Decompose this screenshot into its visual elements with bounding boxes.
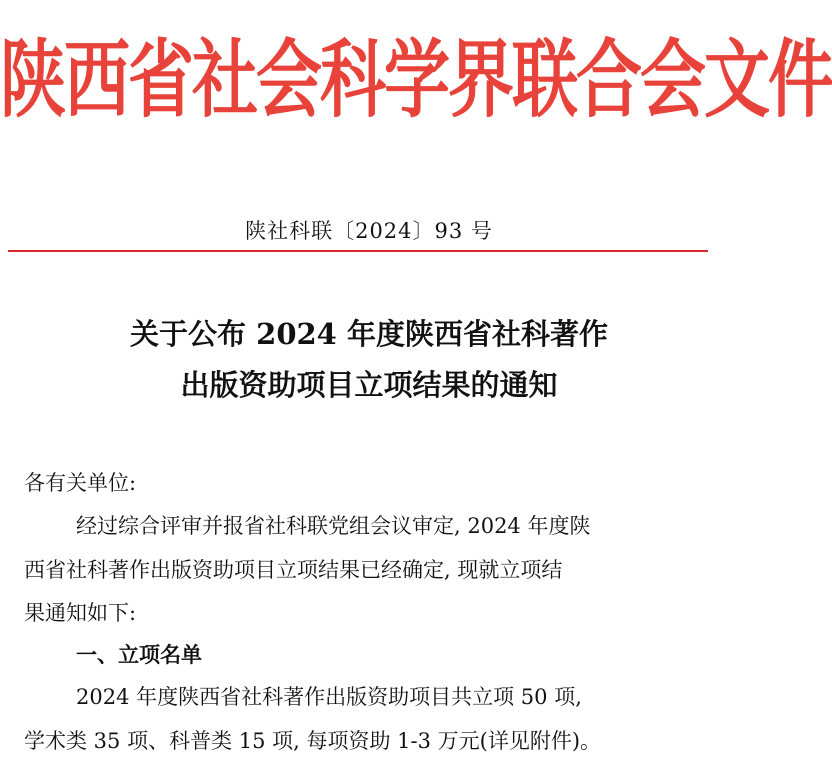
salutation: 各有关单位: bbox=[24, 471, 137, 495]
paragraph-2-line-2: 学术类 35 项、科普类 15 项, 每项资助 1-3 万元(详见附件)。 bbox=[24, 729, 602, 753]
document-number: 陕社科联〔2024〕93 号 bbox=[245, 219, 493, 243]
paragraph-1-line-2: 西省社科著作出版资助项目立项结果已经确定, 现就立项结 bbox=[24, 558, 563, 582]
paragraph-2-line-1: 2024 年度陕西省社科著作出版资助项目共立项 50 项, bbox=[76, 685, 582, 709]
notice-title-line-1: 关于公布 2024 年度陕西省社科著作 bbox=[130, 317, 608, 351]
notice-title-line-2: 出版资助项目立项结果的通知 bbox=[180, 368, 558, 402]
masthead-title: 陕西省社会科学界联合会文件 bbox=[0, 31, 832, 130]
paragraph-1-line-1: 经过综合评审并报省社科联党组会议审定, 2024 年度陕 bbox=[76, 514, 591, 538]
paragraph-1-line-3: 果通知如下: bbox=[24, 601, 137, 625]
red-divider-line bbox=[8, 250, 708, 252]
section-1-heading: 一、立项名单 bbox=[76, 643, 202, 667]
